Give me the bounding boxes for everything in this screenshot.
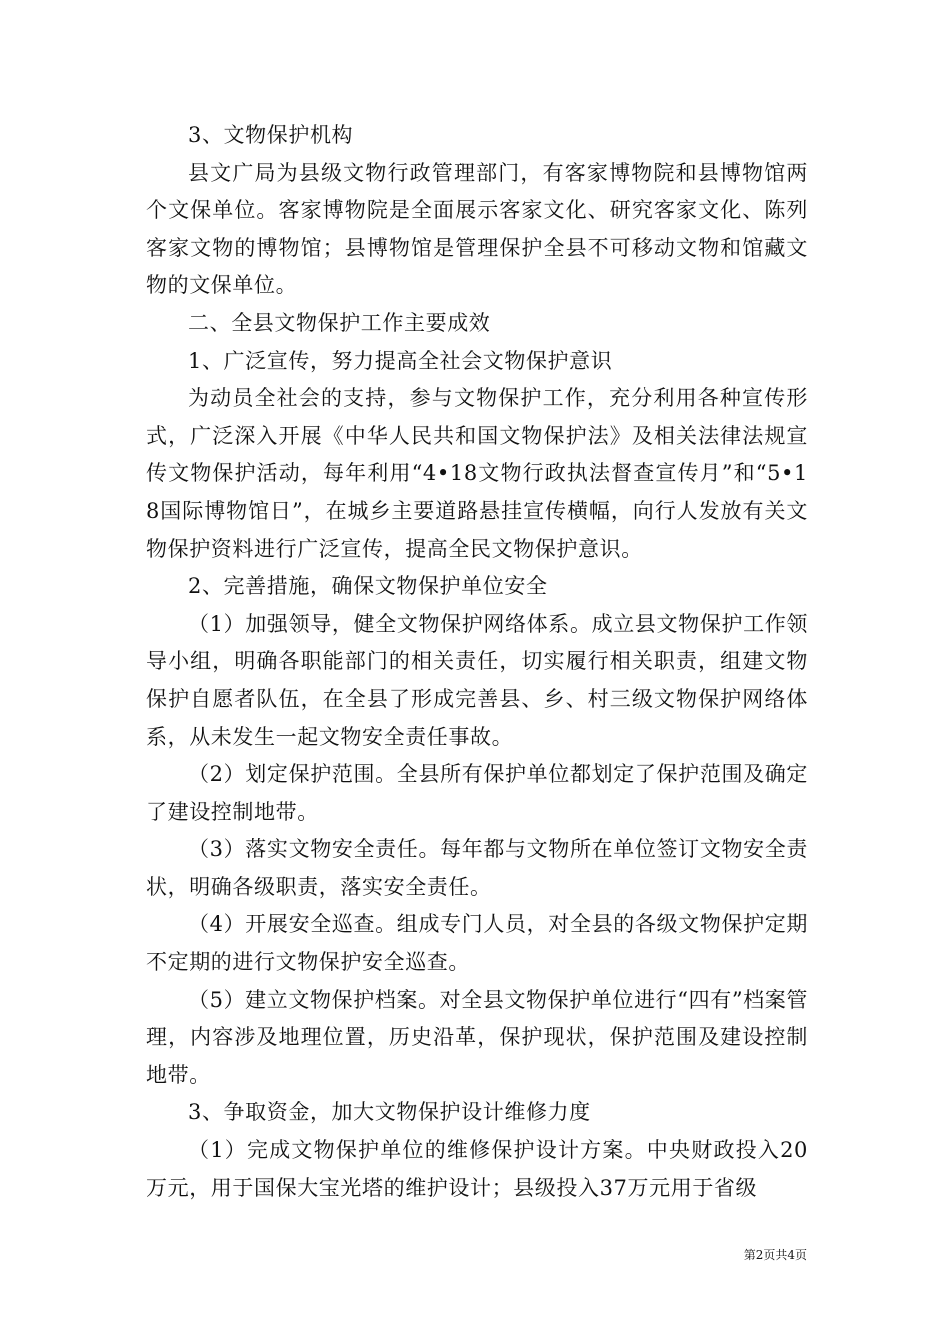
document-body	[146, 117, 808, 1207]
section-heading-protection-agencies: 3、文物保护机构	[188, 123, 354, 147]
body-paragraph: 县文广局为县级文物行政管理部门，有客家博物院和县博物馆两个文保单位。客家博物院是全面展示客家文化、研究客家文化、陈列客家文物的博物馆；县博物馆是管理保护全县不可移动文物和馆藏文物的文保单位。	[146, 160, 808, 298]
body-paragraph: （4）开展安全巡查。组成专门人员，对全县的各级文物保护定期不定期的进行文物保护安全巡查。	[146, 912, 808, 975]
body-paragraph: （3）落实文物安全责任。每年都与文物所在单位签订文物安全责状，明确各级职责，落实安全责任。	[146, 837, 808, 899]
body-paragraph: （1）加强领导，健全文物保护网络体系。成立县文物保护工作领导小组，明确各职能部门的相关责任，切实履行相关职责，组建文物保护自愿者队伍，在全县了形成完善县、乡、村三级文物保护网络体系，从未发生一起文物安全责任事故。	[146, 611, 808, 749]
body-paragraph: 为动员全社会的支持，参与文物保护工作，充分利用各种宣传形式，广泛深入开展《中华人民共和国文物保护法》及相关法律法规宣传文物保护活动，每年利用“4•18文物行政执法督查宣传月”和“5•18国际博物馆日”，在城乡主要道路悬挂宣传横幅，向行人发放有关文物保护资料进行广泛宣传，提高全民文物保护意识。	[146, 386, 808, 561]
subsection-heading-safety-measures: 2、完善措施，确保文物保护单位安全	[188, 574, 548, 599]
body-paragraph: （5）建立文物保护档案。对全县文物保护单位进行“四有”档案管理，内容涉及地理位置，历史沿革，保护现状，保护范围及建设控制地带。	[146, 987, 808, 1087]
body-paragraph: （1）完成文物保护单位的维修保护设计方案。中央财政投入20万元，用于国保大宝光塔的维护设计；县级投入37万元用于省级	[146, 1138, 808, 1200]
subsection-heading-publicity: 1、广泛宣传，努力提高全社会文物保护意识	[188, 348, 613, 373]
page-number-footer: 第2页共4页	[743, 1248, 807, 1262]
subsection-heading-funding: 3、争取资金，加大文物保护设计维修力度	[188, 1100, 591, 1125]
body-paragraph: （2）划定保护范围。全县所有保护单位都划定了保护范围及确定了建设控制地带。	[146, 762, 808, 824]
section-heading-main-achievements: 二、全县文物保护工作主要成效	[188, 310, 491, 335]
